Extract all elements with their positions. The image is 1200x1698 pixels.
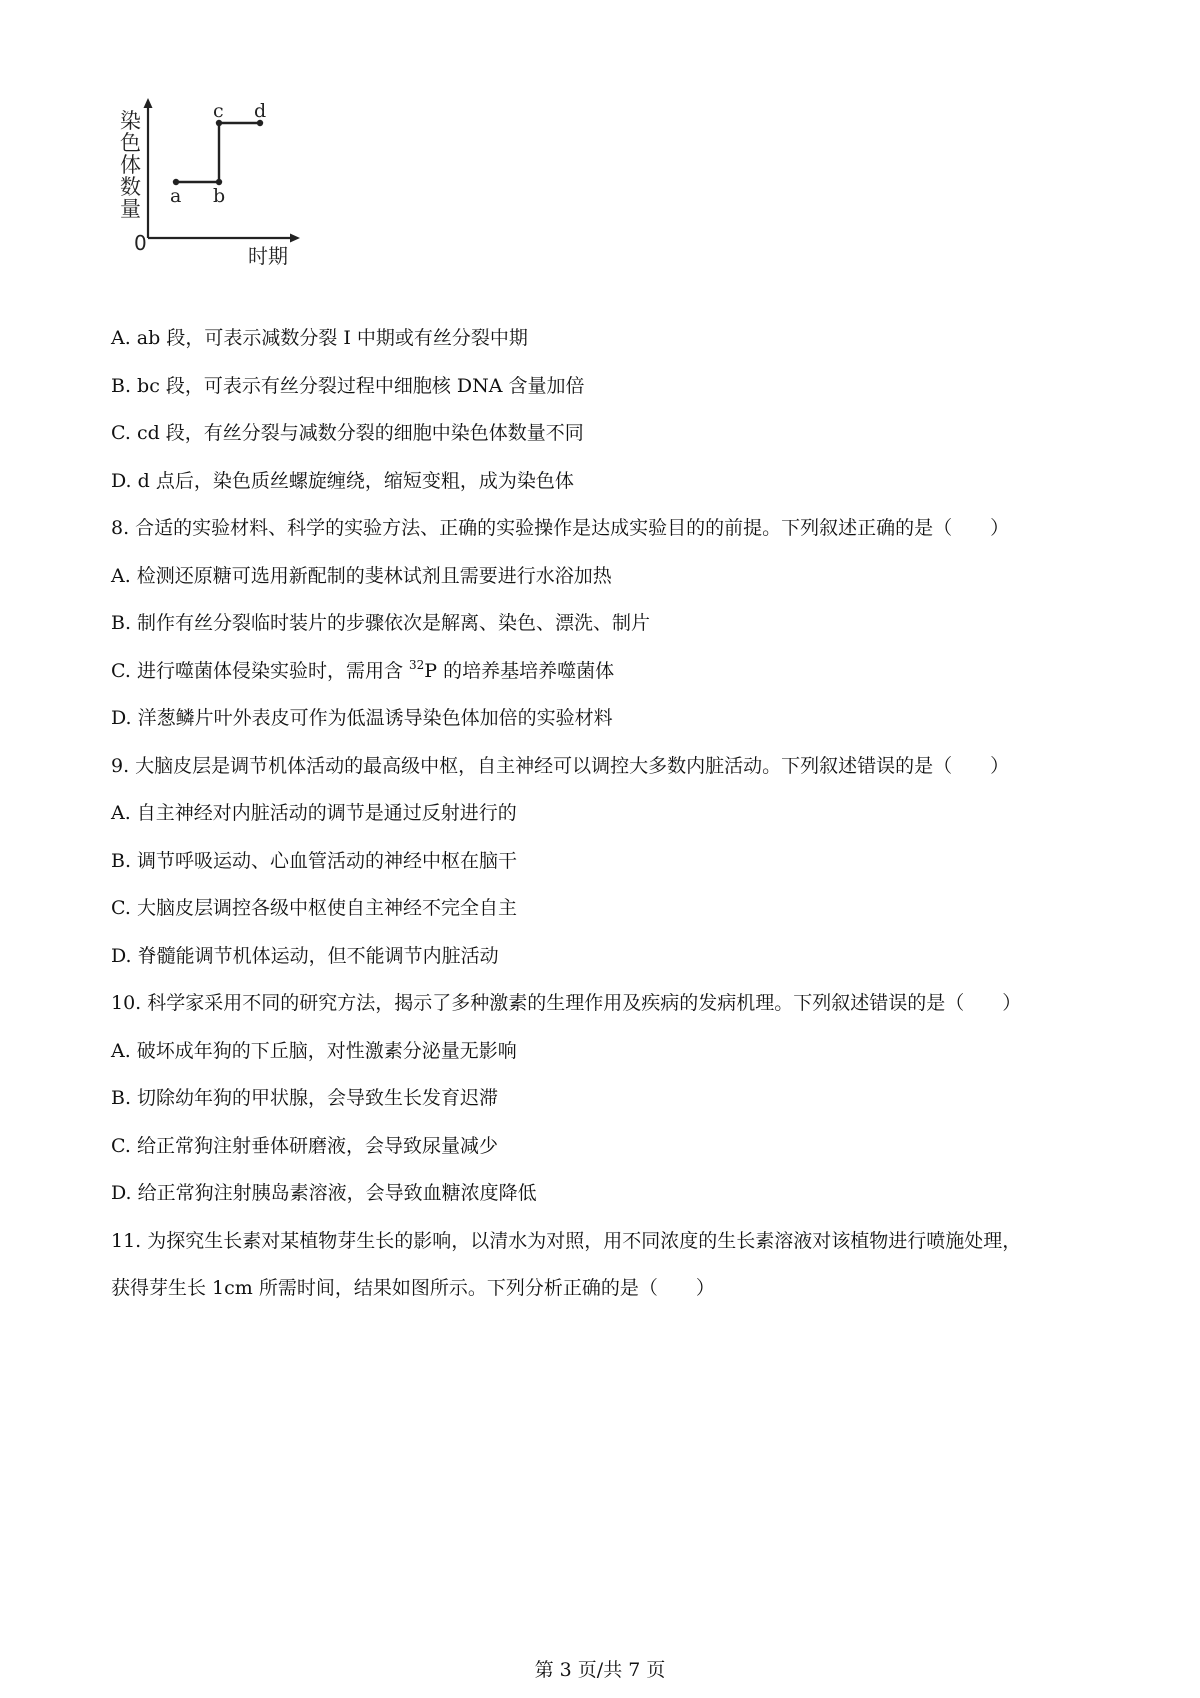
q8-option-c-text: C. 进行噬菌体侵染实验时，需用含 xyxy=(111,660,409,682)
q7-option-b: B. bc 段，可表示有丝分裂过程中细胞核 DNA 含量加倍 xyxy=(111,375,585,397)
y-axis-label-char: 量 xyxy=(120,197,141,221)
q7-option-c: C. cd 段，有丝分裂与减数分裂的细胞中染色体数量不同 xyxy=(111,422,584,444)
origin-label: 0 xyxy=(134,231,147,255)
y-axis-label-char: 体 xyxy=(120,153,141,177)
q9-stem: 9. 大脑皮层是调节机体活动的最高级中枢，自主神经可以调控大多数内脏活动。下列叙述错误的是（ ） xyxy=(111,755,1010,777)
q8-option-a: A. 检测还原糖可选用新配制的斐林试剂且需要进行水浴加热 xyxy=(111,565,612,587)
q10-stem: 10. 科学家采用不同的研究方法，揭示了多种激素的生理作用及疾病的发病机理。下列叙述错误的是（ ） xyxy=(111,992,1022,1014)
x-axis-label: 时期 xyxy=(248,244,288,268)
q11-stem-line2: 获得芽生长 1cm 所需时间，结果如图所示。下列分析正确的是（ ） xyxy=(111,1277,715,1299)
q8-option-c-text-rest: P 的培养基培养噬菌体 xyxy=(424,660,615,682)
chromosome-count-figure xyxy=(118,98,348,298)
q8-option-c xyxy=(111,659,614,683)
y-axis-label-char: 染 xyxy=(120,109,141,133)
y-axis-arrow xyxy=(144,98,153,108)
q9-option-d: D. 脊髓能调节机体运动，但不能调节内脏活动 xyxy=(111,945,499,967)
x-axis-arrow xyxy=(290,234,300,243)
q11-stem-line1: 11. 为探究生长素对某植物芽生长的影响，以清水为对照，用不同浓度的生长素溶液对该植物进行喷施处理， xyxy=(111,1230,1022,1252)
point-label-d: d xyxy=(254,100,267,122)
q7-option-d: D. d 点后，染色质丝螺旋缠绕，缩短变粗，成为染色体 xyxy=(111,470,574,492)
point-label-a: a xyxy=(170,185,182,207)
figure-svg xyxy=(118,98,348,298)
isotope-superscript: 32 xyxy=(408,658,425,672)
chromosome-step-line xyxy=(176,123,260,182)
q10-option-b: B. 切除幼年狗的甲状腺，会导致生长发育迟滞 xyxy=(111,1087,499,1109)
q10-option-d: D. 给正常狗注射胰岛素溶液，会导致血糖浓度降低 xyxy=(111,1182,537,1204)
page-number-footer: 第 3 页/共 7 页 xyxy=(534,1659,666,1681)
q8-stem: 8. 合适的实验材料、科学的实验方法、正确的实验操作是达成实验目的的前提。下列叙述正确的是（ ） xyxy=(111,517,1010,539)
q7-option-a: A. ab 段，可表示减数分裂 I 中期或有丝分裂中期 xyxy=(111,327,528,349)
q9-option-c: C. 大脑皮层调控各级中枢使自主神经不完全自主 xyxy=(111,897,517,919)
q9-option-b: B. 调节呼吸运动、心血管活动的神经中枢在脑干 xyxy=(111,850,518,872)
point-label-c: c xyxy=(213,100,224,122)
q8-option-b: B. 制作有丝分裂临时装片的步骤依次是解离、染色、漂洗、制片 xyxy=(111,612,651,634)
y-axis-label-char: 色 xyxy=(120,131,141,155)
q10-option-a: A. 破坏成年狗的下丘脑，对性激素分泌量无影响 xyxy=(111,1040,517,1062)
q8-option-d: D. 洋葱鳞片叶外表皮可作为低温诱导染色体加倍的实验材料 xyxy=(111,707,613,729)
q9-option-a: A. 自主神经对内脏活动的调节是通过反射进行的 xyxy=(111,802,517,824)
point-label-b: b xyxy=(213,185,226,207)
q10-option-c: C. 给正常狗注射垂体研磨液，会导致尿量减少 xyxy=(111,1135,498,1157)
y-axis-label-char: 数 xyxy=(120,175,141,199)
